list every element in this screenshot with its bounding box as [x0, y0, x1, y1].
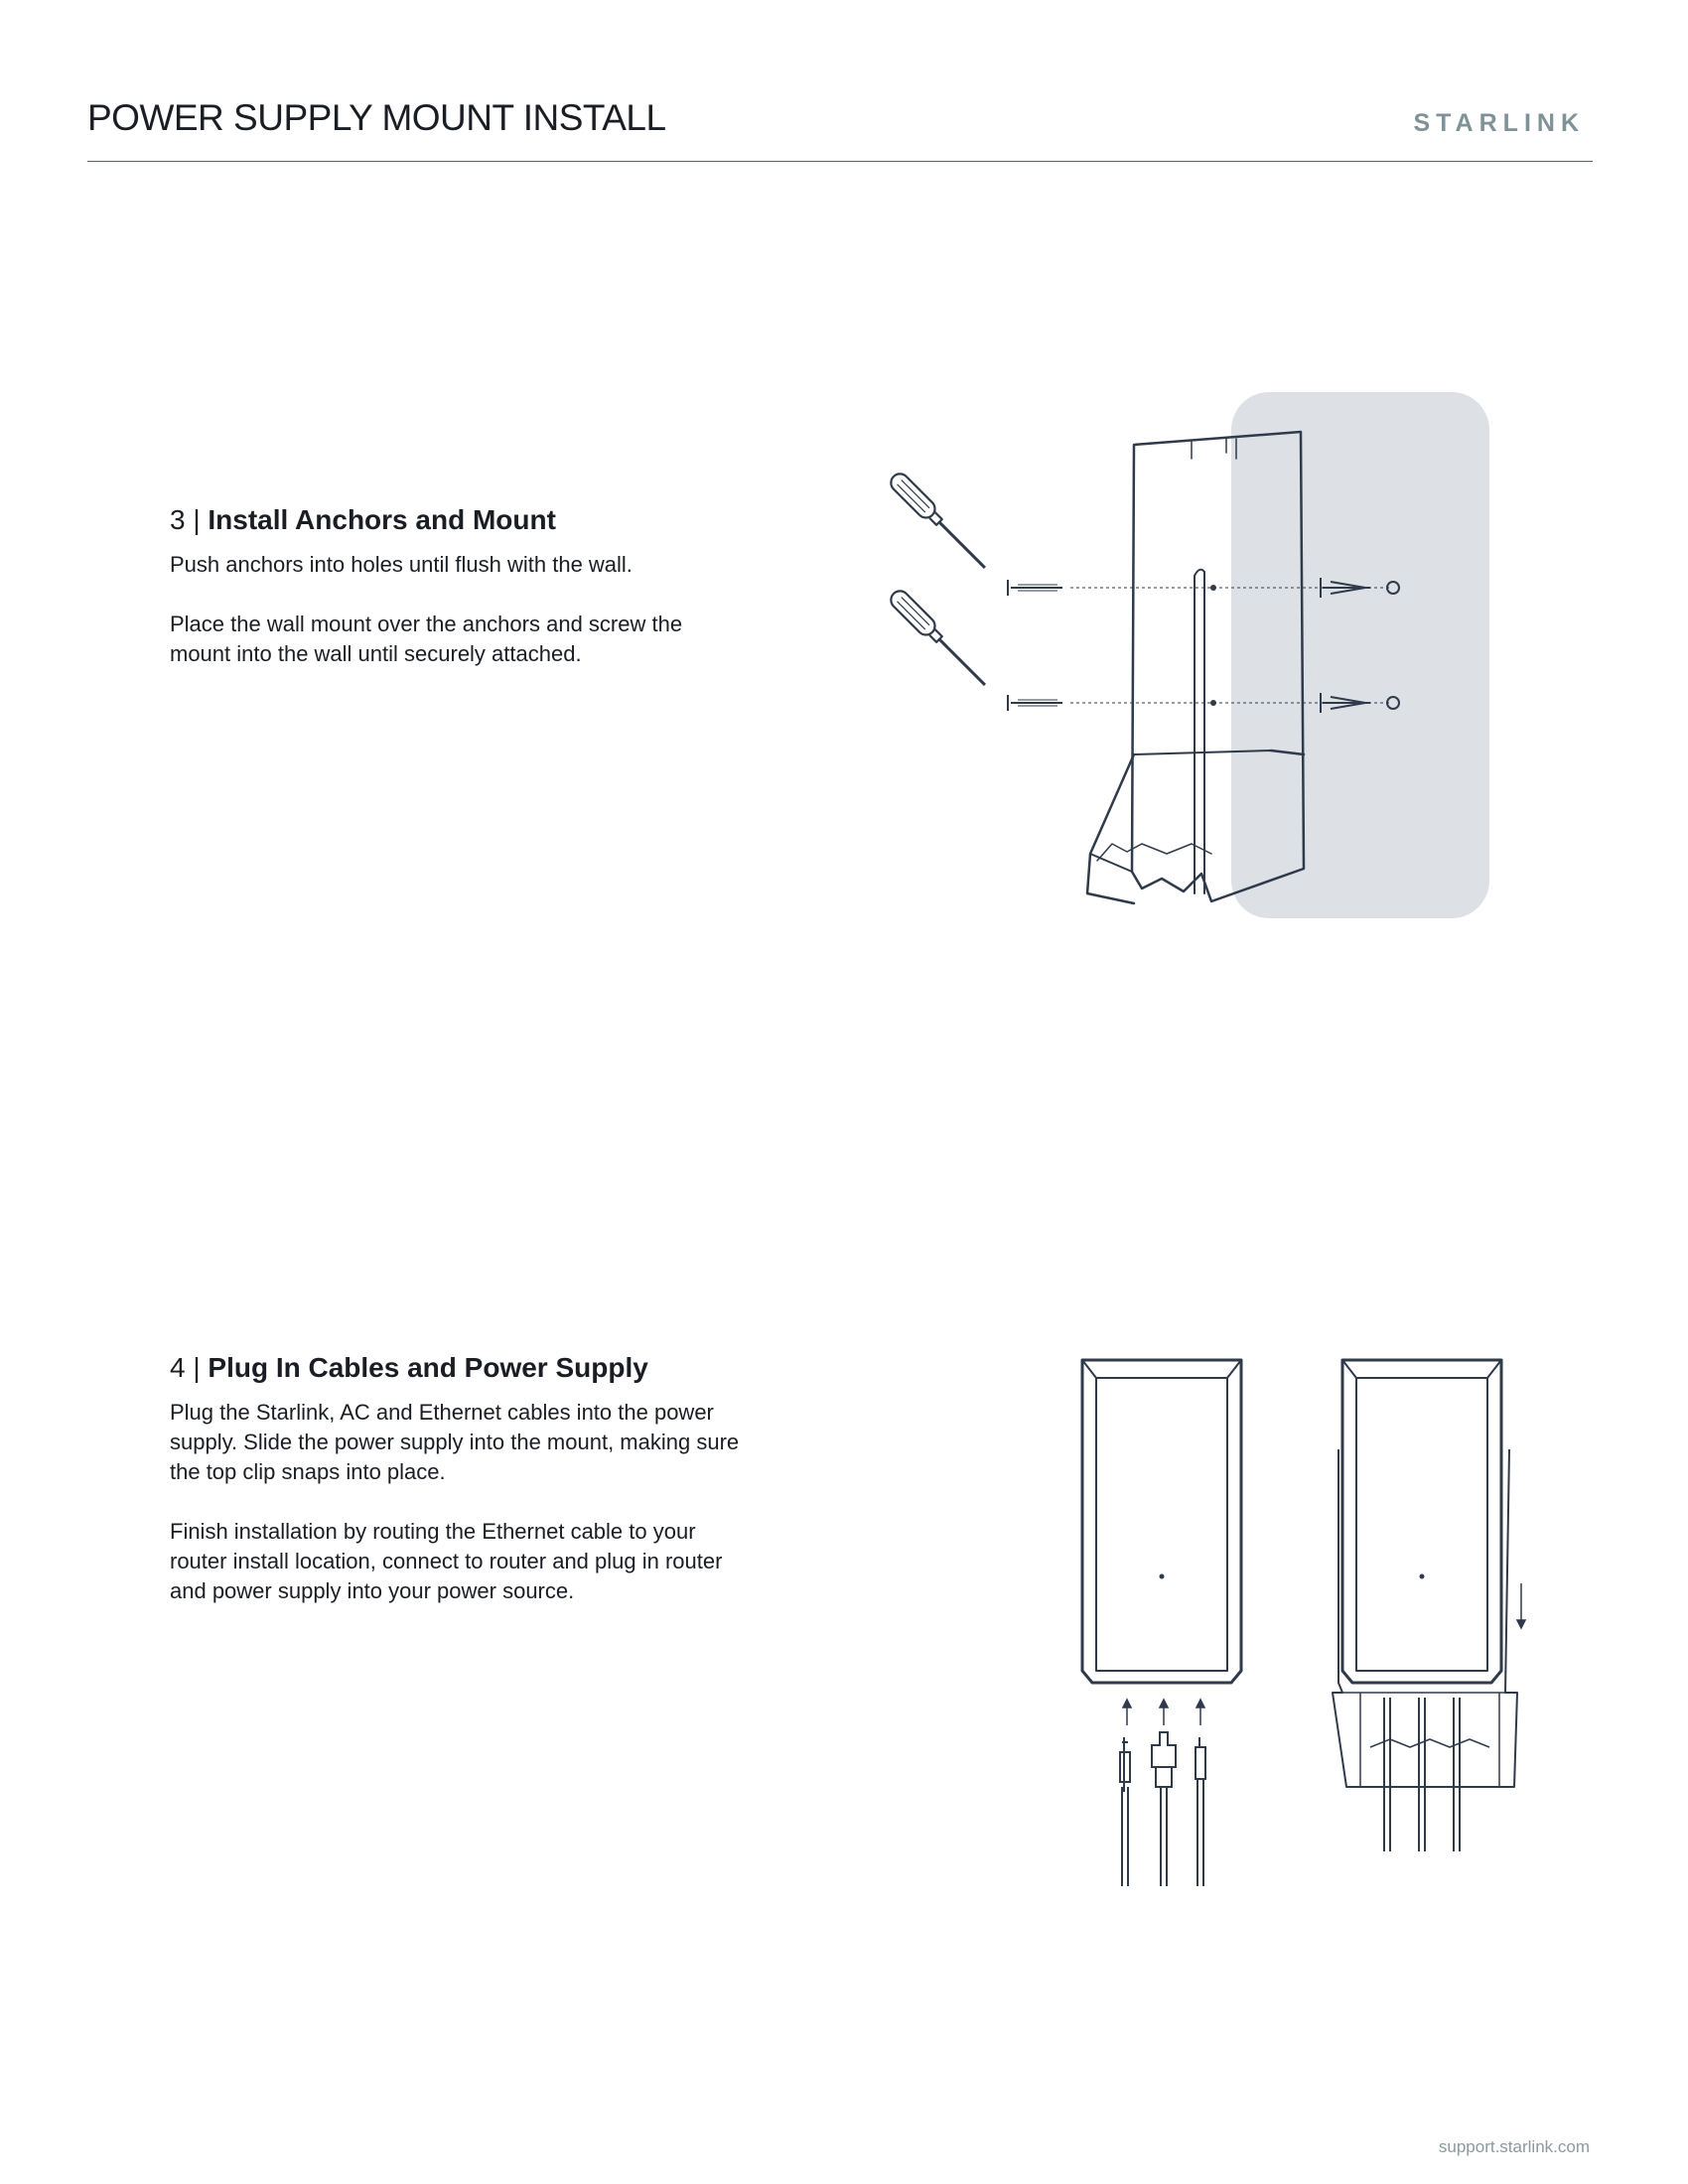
brand-logo: STARLINK [1413, 109, 1585, 137]
screwdriver-bottom-icon [888, 588, 992, 692]
wall-panel [1231, 392, 1489, 918]
power-supply-front [1082, 1360, 1241, 1683]
cables [1120, 1732, 1205, 1886]
step-3-title: Install Anchors and Mount [208, 504, 556, 535]
page-title: POWER SUPPLY MOUNT INSTALL [87, 97, 666, 138]
step-3-heading [170, 504, 766, 536]
step-4 [170, 1352, 766, 1636]
ac-cable [1152, 1732, 1176, 1767]
step-3-paragraph-2: Place the wall mount over the anchors and screw the mount into the wall until securely attached. [170, 612, 683, 666]
mount-install-illustration [874, 377, 1489, 933]
power-supply-illustration [1072, 1350, 1529, 1906]
page-header [87, 97, 1593, 162]
step-4-paragraph-2: Finish installation by routing the Ethernet cable to your router install location, connect to router and plug in router and power supply into your power source. [170, 1519, 723, 1603]
step-4-paragraph-1: Plug the Starlink, AC and Ethernet cables into the power supply. Slide the power supply into the mount, making sure the top clip snaps into place. [170, 1400, 740, 1484]
screwdriver-top-icon [888, 471, 992, 575]
insert-arrows [1123, 1700, 1204, 1725]
step-3 [170, 504, 766, 699]
step-3-paragraph-1: Push anchors into holes until flush with the wall. [170, 552, 633, 577]
screws [1008, 580, 1062, 711]
step-4-number: 4 | [170, 1352, 201, 1383]
starlink-cable [1120, 1737, 1130, 1792]
support-link[interactable]: support.starlink.com [1438, 2137, 1590, 2156]
ethernet-cable [1196, 1737, 1205, 1779]
slide-down-arrow [1517, 1583, 1525, 1628]
screw-top [1008, 580, 1062, 596]
step-4-title: Plug In Cables and Power Supply [208, 1352, 648, 1383]
step-3-number: 3 | [170, 504, 201, 535]
screwdrivers [888, 471, 992, 692]
step-4-heading [170, 1352, 766, 1384]
screw-bottom [1008, 695, 1062, 711]
